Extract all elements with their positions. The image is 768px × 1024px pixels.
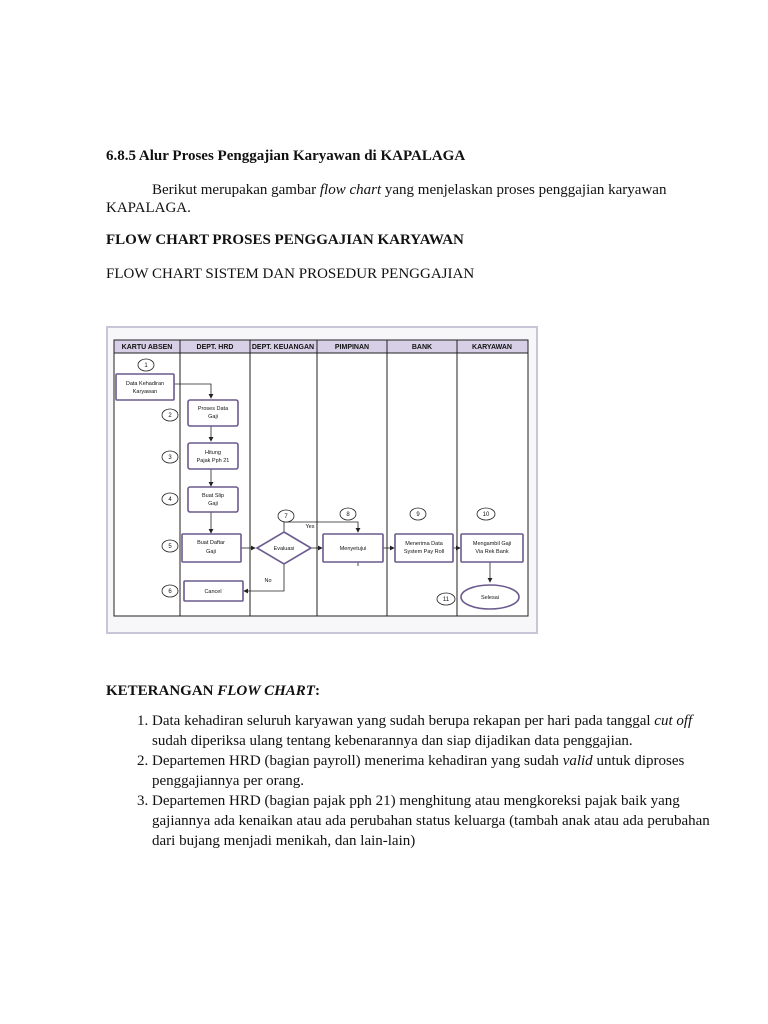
box-menerima-label-1: Menerima Data xyxy=(405,541,443,547)
item-1-italic: cut off xyxy=(654,713,693,729)
keterangan-italic: FLOW CHART xyxy=(217,683,315,699)
flowchart-title: FLOW CHART PROSES PENGGAJIAN KARYAWAN xyxy=(106,232,464,248)
box-hitung-pajak xyxy=(188,443,238,469)
list-item xyxy=(152,751,712,791)
step-9: 9 xyxy=(416,512,420,518)
box-buat-slip-label-1: Buat Slip xyxy=(201,493,225,499)
box-hitung-label-1: Hitung xyxy=(205,450,221,456)
label-no: No xyxy=(264,578,272,584)
step-5: 5 xyxy=(168,544,172,550)
keterangan-list xyxy=(112,711,712,851)
label-yes: Yes xyxy=(305,524,315,530)
box-proses-data xyxy=(188,400,238,426)
box-buat-daftar-label-1: Buat Daftar xyxy=(197,540,225,546)
list-item xyxy=(152,791,712,851)
box-menerima-label-2: System Pay Roll xyxy=(403,549,445,555)
box-mengambil-gaji xyxy=(461,534,523,562)
item-2-text-a: Departemen HRD (bagian payroll) menerima kehadiran yang sudah xyxy=(152,753,563,769)
box-buat-slip xyxy=(188,487,238,512)
step-1: 1 xyxy=(144,363,148,369)
step-7: 7 xyxy=(284,514,288,520)
box-data-kehadiran-label-1: Data Kehadiran xyxy=(125,381,165,387)
lane-bank: BANK xyxy=(411,344,433,351)
box-menyetujui-label: Menyetujui xyxy=(339,546,367,552)
step-11: 11 xyxy=(442,597,450,603)
intro-line-2: KAPALAGA. xyxy=(106,200,191,216)
box-mengambil-label-1: Mengambil Gaji xyxy=(472,541,512,547)
box-cancel-label: Cancel xyxy=(204,589,222,595)
diamond-evaluasi-label: Evaluasi xyxy=(273,546,295,552)
lane-karyawan: KARYAWAN xyxy=(472,344,512,351)
intro-text-2: yang menjelaskan proses penggajian karyawan xyxy=(381,182,667,198)
lane-pimpinan: PIMPINAN xyxy=(334,344,370,351)
box-selesai-label: Selesai xyxy=(480,595,500,601)
item-3-text: Departemen HRD (bagian pajak pph 21) menghitung atau mengkoreksi pajak baik yang gajiannya ada kenaikan atau ada perubahan status keluarga (tambah anak atau ada perubahan dari bujang menjadi menikah, dan lain-lain) xyxy=(152,793,710,849)
box-buat-daftar xyxy=(182,534,241,562)
step-10: 10 xyxy=(482,512,490,518)
keterangan-colon: : xyxy=(314,683,320,699)
item-1-text-a: Data kehadiran seluruh karyawan yang sudah berupa rekapan per hari pada tanggal xyxy=(152,713,655,729)
intro-line-1 xyxy=(152,180,666,200)
flowchart-subtitle: FLOW CHART SISTEM DAN PROSEDUR PENGGAJIAN xyxy=(106,266,475,282)
item-1-text-b: sudah diperiksa ulang tentang kebenarannya dan siap dijadikan data penggajian. xyxy=(152,733,633,749)
chart-area xyxy=(114,340,528,616)
keterangan-label: KETERANGAN xyxy=(106,683,218,699)
box-proses-data-label-1: Proses Data xyxy=(197,406,229,412)
box-proses-data-label-2: Gaji xyxy=(208,414,218,420)
lane-kartu-absen: KARTU ABSEN xyxy=(121,344,173,351)
lane-dept-hrd: DEPT. HRD xyxy=(196,344,234,351)
box-mengambil-label-2: Via Rek Bank xyxy=(475,549,509,555)
box-buat-daftar-label-2: Gaji xyxy=(206,549,216,555)
step-4: 4 xyxy=(168,497,172,503)
step-6: 6 xyxy=(168,589,172,595)
keterangan-heading xyxy=(106,681,320,701)
lane-dept-keuangan: DEPT. KEUANGAN xyxy=(251,344,315,351)
payroll-flowchart xyxy=(106,326,538,634)
item-2-text-b: untuk diproses penggajiannya per orang. xyxy=(152,753,685,789)
step-8: 8 xyxy=(346,512,350,518)
box-hitung-label-2: Pajak Pph 21 xyxy=(196,458,230,464)
box-data-kehadiran-label-2: Karyawan xyxy=(132,389,158,395)
box-menerima-data xyxy=(395,534,453,562)
item-2-italic: valid xyxy=(562,753,593,769)
header-row xyxy=(114,340,528,353)
intro-text: Berikut merupakan gambar xyxy=(152,182,320,198)
section-heading: 6.8.5 Alur Proses Penggajian Karyawan di KAPALAGA xyxy=(106,148,466,164)
intro-italic: flow chart xyxy=(319,182,382,198)
box-buat-slip-label-2: Gaji xyxy=(208,501,218,507)
step-3: 3 xyxy=(168,455,172,461)
box-data-kehadiran xyxy=(116,374,174,400)
list-item xyxy=(152,711,712,751)
step-2: 2 xyxy=(168,413,172,419)
